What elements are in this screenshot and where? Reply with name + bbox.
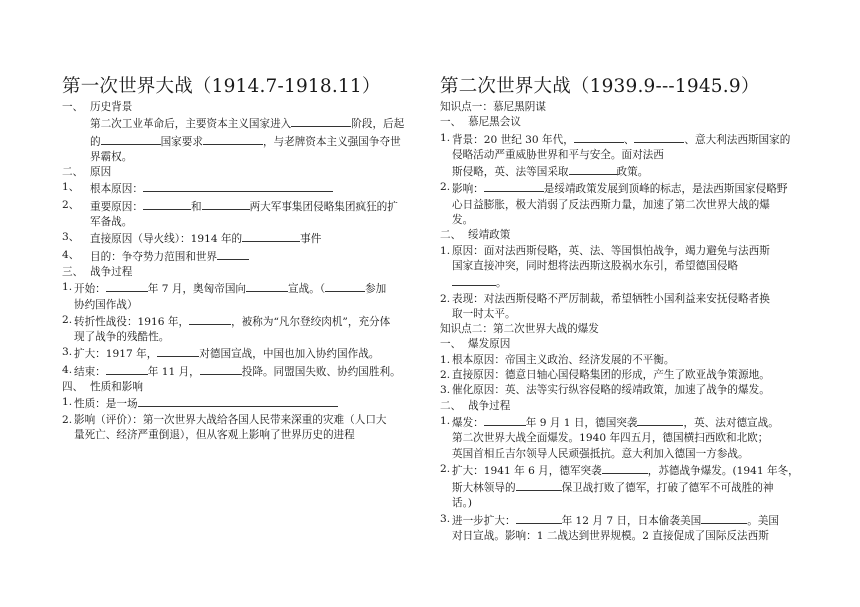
course-item: 2. 转折性战役：1916 年， ，被称为“凡尔登绞肉机”，充分体: [62, 313, 391, 328]
fill-blank[interactable]: [516, 512, 562, 524]
appeasement-item: 1. 原因：面对法西斯侵略，英、法、等国惧怕战争，竭力避免与法西斯: [440, 244, 770, 257]
fill-blank[interactable]: [291, 115, 351, 127]
right-column: [440, 76, 808, 544]
section-war-course: 二、 战争过程: [440, 399, 511, 412]
ww2-title: 第二次世界大战（1939.9---1945.9）: [440, 76, 760, 97]
course-item: 4. 结束： 年 11 月， 投降。同盟国失败、协约国胜利。: [62, 363, 401, 378]
fill-blank[interactable]: [242, 230, 300, 242]
war-course-text: 斯大林领导的 保卫战打败了德军，打破了德军不可战胜的神: [440, 479, 808, 496]
background-text: 界霸权。: [90, 150, 133, 163]
fill-blank[interactable]: [217, 248, 249, 260]
fill-blank[interactable]: [452, 274, 496, 286]
fill-blank[interactable]: [634, 131, 684, 143]
nature-text: 量死亡、经济严重倒退），但从客观上影响了世界历史的进程: [74, 428, 355, 441]
background-text: 的 国家要求 ，与老牌资本主义强国争夺世: [62, 133, 424, 150]
munich-item: 2. 影响： 是绥靖政策发展到顶峰的标志，是法西斯国家侵略野: [440, 181, 788, 196]
nature-item: 1. 性质：是一场: [62, 395, 424, 412]
section-munich: 一、 慕尼黑会议: [440, 116, 521, 129]
appeasement-text: 取一时太平。: [452, 307, 516, 320]
section-course: 三、 战争过程: [62, 265, 133, 278]
knowledge-point-2: 知识点二：第二次世界大战的爆发: [440, 323, 599, 336]
section-outbreak-causes: 一、 爆发原因: [440, 338, 511, 351]
fill-blank[interactable]: [200, 363, 242, 375]
fill-blank[interactable]: [246, 280, 288, 292]
appeasement-text: 。: [440, 274, 808, 291]
section-nature: 四、 性质和影响: [62, 381, 143, 394]
cause-item: 3、 直接原因（导火线）：1914 年的 事件: [62, 231, 322, 246]
cause-text: 军备战。: [90, 216, 133, 229]
war-course-text: 话。): [452, 497, 473, 510]
ww1-title: 第一次世界大战（1914.7-1918.11）: [62, 76, 381, 97]
course-item: 1. 开始： 年 7 月，奥匈帝国向 宣战。（ 参加: [62, 281, 387, 296]
outbreak-cause-item: 2. 直接原因：德意日轴心国侵略集团的形成，产生了欧亚战争策源地。: [440, 369, 770, 382]
war-course-text: 对日宣战。影响：1 二战达到世界规模。2 直接促成了国际反法西斯: [452, 530, 769, 543]
fill-blank[interactable]: [106, 363, 148, 375]
war-course-item: 3. 进一步扩大： 年 12 月 7 日，日本偷袭美国 。美国: [440, 512, 779, 527]
nature-item: 2. 影响（评价）：第一次世界大战给各国人民带来深重的灾难（人口大: [62, 413, 387, 426]
fill-blank[interactable]: [484, 414, 526, 426]
section-background: 一、 历史背景: [62, 101, 133, 113]
fill-blank[interactable]: [101, 133, 161, 145]
war-course-item: 1. 爆发： 年 9 月 1 日，德国突袭 ，英、法对德宣战。: [440, 414, 779, 429]
munich-item: 1. 背景：20 世纪 30 年代， 、 、意大利法西斯国家的: [440, 131, 791, 146]
cause-item: 4、 目的：争夺势力范围和世界: [62, 248, 424, 265]
cause-item: 2、 重要原因： 和 两大军事集团侵略集团疯狂的扩: [62, 198, 398, 213]
outbreak-cause-item: 3. 催化原因：英、法等实行纵容侵略的绥靖政策，加速了战争的爆发。: [440, 384, 770, 397]
outbreak-cause-item: 1. 根本原因：帝国主义政治、经济发展的不平衡。: [440, 353, 675, 366]
fill-blank[interactable]: [143, 180, 333, 192]
fill-blank[interactable]: [106, 280, 148, 292]
munich-text: 侵略活动严重威胁世界和平与安全。面对法西: [452, 148, 664, 161]
background-text: 第二次工业革命后，主要资本主义国家进入 阶段，后起: [62, 115, 424, 132]
fill-blank[interactable]: [138, 395, 338, 407]
left-column: [62, 76, 424, 443]
munich-text: 斯侵略，英、法等国采取 政策。: [440, 163, 808, 180]
munich-text: 发。: [452, 214, 474, 227]
fill-blank[interactable]: [189, 313, 231, 325]
fill-blank[interactable]: [602, 462, 648, 474]
fill-blank[interactable]: [203, 133, 263, 145]
fill-blank[interactable]: [574, 131, 624, 143]
appeasement-item: 2. 表现：对法西斯侵略不严厉制裁，希望牺牲小国利益来安抚侵略者换: [440, 292, 770, 305]
war-course-item: 2. 扩大：1941 年 6 月，德军突袭 ，苏德战争爆发。(1941 年冬，: [440, 462, 799, 477]
knowledge-point-1: 知识点一：慕尼黑阴谋: [440, 101, 546, 113]
cause-item: 1、 根本原因：: [62, 180, 424, 197]
war-course-text: 第二次世界大战全面爆发。1940 年四五月，德国横扫西欧和北欧；: [452, 432, 769, 445]
fill-blank[interactable]: [516, 479, 562, 491]
fill-blank[interactable]: [701, 512, 747, 524]
section-appeasement: 二、 绥靖政策: [440, 229, 511, 242]
war-course-text: 英国首相丘吉尔领导人民顽强抵抗。意大利加入德国一方参战。: [452, 447, 749, 460]
appeasement-text: 国家直接冲突，同时想将法西斯这股祸水东引，希望德国侵略: [452, 259, 739, 272]
fill-blank[interactable]: [484, 180, 544, 192]
fill-blank[interactable]: [143, 198, 191, 210]
munich-text: 心日益膨胀，极大消弱了反法西斯力量，加速了第二次世界大战的爆: [452, 198, 770, 211]
fill-blank[interactable]: [637, 414, 683, 426]
section-causes: 二、 原因: [62, 166, 112, 179]
fill-blank[interactable]: [569, 163, 617, 175]
fill-blank[interactable]: [157, 345, 199, 357]
course-text: 协约国作战）: [74, 298, 138, 311]
course-item: 3. 扩大：1917 年， 对德国宣战，中国也加入协约国作战。: [62, 346, 380, 361]
course-text: 现了战争的残酷性。: [74, 331, 170, 344]
fill-blank[interactable]: [325, 280, 365, 292]
fill-blank[interactable]: [202, 198, 250, 210]
